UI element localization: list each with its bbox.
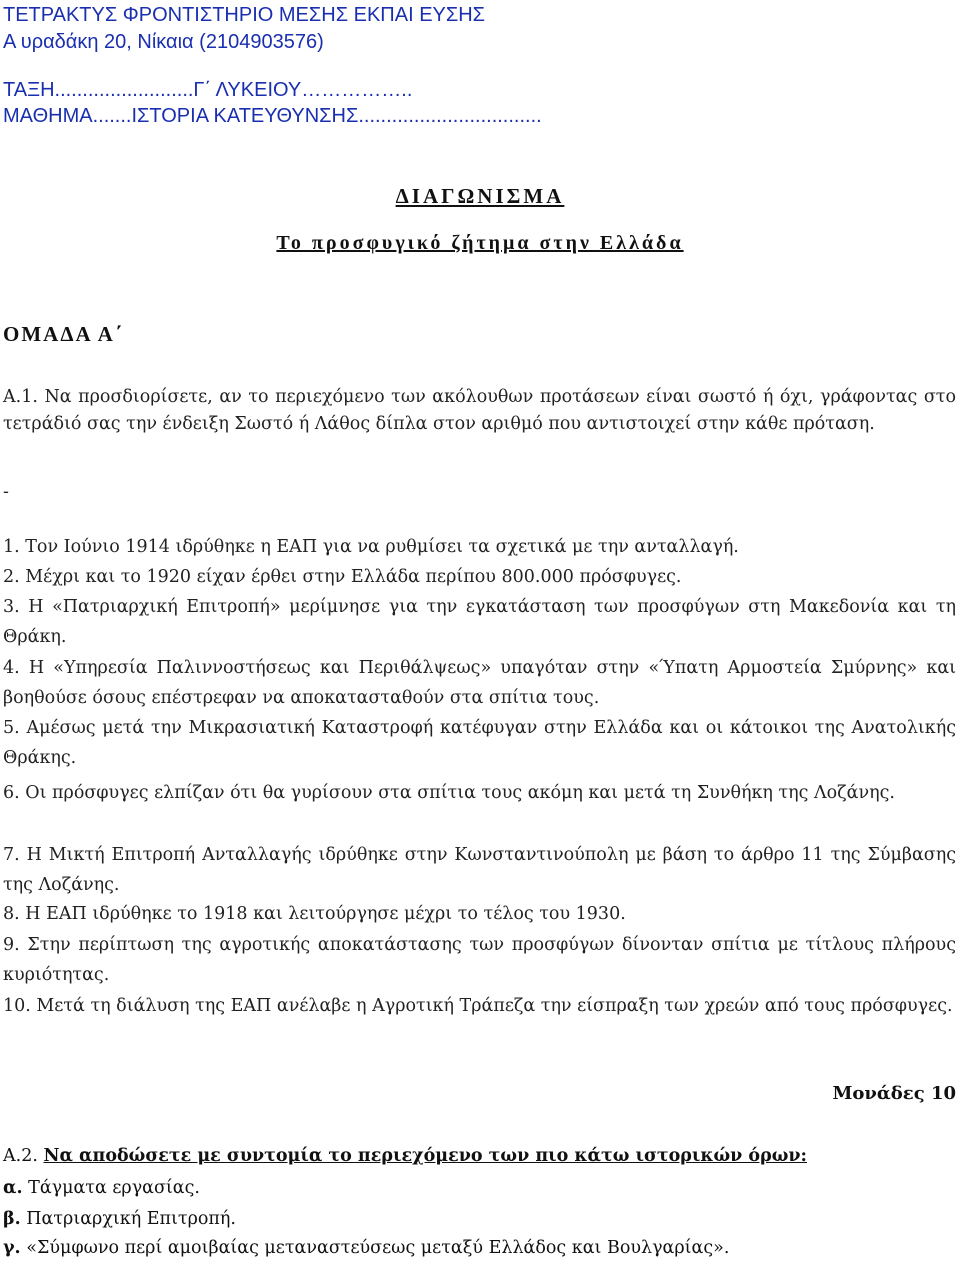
- group-title: ΟΜΑΔΑ Α΄: [3, 322, 124, 346]
- statement-6: 6. Οι πρόσφυγες ελπίζαν ότι θα γυρίσουν στα σπίτια τους ακόμη και μετά τη Συνθήκη της Λοζάνης.: [3, 783, 895, 803]
- statement-7: 7. Η Μικτή Επιτροπή Ανταλλαγής ιδρύθηκε στην Κωνσταντινούπολη με βάση το άρθρο 11 της Σύμβασης της Λοζάνης.: [3, 845, 956, 895]
- term-letter: γ.: [3, 1238, 21, 1258]
- a2-heading: [3, 1141, 807, 1171]
- statement-4: 4. Η «Υπηρεσία Παλιννοστήσεως και Περιθάλψεως» υπαγόταν στην «Ύπατη Αρμοστεία Σμύρνης» και βοηθούσε όσους επέστρεφαν να αποκατασταθούν στα σπίτια τους.: [3, 658, 956, 708]
- school-address: Α υραδάκη 20, Νίκαια (2104903576): [3, 31, 324, 53]
- statement-8: 8. Η ΕΑΠ ιδρύθηκε το 1918 και λειτούργησε μέχρι το τέλος του 1930.: [3, 904, 626, 924]
- class-line: ΤΑΞΗ.........................Γ΄ ΛΥΚΕΙΟΥ……………..: [3, 79, 413, 101]
- term-text: «Σύμφωνο περί αμοιβαίας μεταναστεύσεως μεταξύ Ελλάδος και Βουλγαρίας».: [26, 1238, 730, 1258]
- a1-instructions: Α.1. Να προσδιορίσετε, αν το περιεχόμενο των ακόλουθων προτάσεων είναι σωστό ή όχι, γράφοντας στο τετράδιό σας την ένδειξη Σωστό ή Λάθος δίπλα στον αριθμό που αντιστοιχεί στην κάθε πρόταση.: [3, 387, 956, 434]
- statement-5: 5. Αμέσως μετά την Μικρασιατική Καταστροφή κατέφυγαν στην Ελλάδα και οι κάτοικοι της Ανατολικής Θράκης.: [3, 718, 956, 768]
- school-name: ΤΕΤΡΑΚΤΥΣ ΦΡΟΝΤΙΣΤΗΡΙΟ ΜΕΣΗΣ ΕΚΠΑΙ ΕΥΣΗΣ: [3, 4, 486, 26]
- statement-10: 10. Μετά τη διάλυση της ΕΑΠ ανέλαβε η Αγροτική Τράπεζα την είσπραξη των χρεών από τους πρόσφυγες.: [3, 996, 953, 1016]
- statement-3: 3. Η «Πατριαρχική Επιτροπή» μερίμνησε για την εγκατάσταση των προσφύγων στη Μακεδονία και τη Θράκη.: [3, 597, 956, 647]
- term-letter: α.: [3, 1178, 23, 1198]
- subject-line: ΜΑΘΗΜΑ.......ΙΣΤΟΡΙΑ ΚΑΤΕΥΘΥΝΣΗΣ.................................: [3, 105, 542, 127]
- term-text: Πατριαρχική Επιτροπή.: [26, 1209, 236, 1229]
- term-letter: β.: [3, 1209, 21, 1229]
- exam-title: ΔΙΑΓΩΝΙΣΜΑ: [395, 184, 565, 208]
- term-c: [3, 1233, 729, 1263]
- exam-subtitle: Το προσφυγικό ζήτημα στην Ελλάδα: [276, 232, 684, 254]
- statement-9: 9. Στην περίπτωση της αγροτικής αποκατάστασης των προσφύγων δίνονταν σπίτια με τίτλους πλήρους κυριότητας.: [3, 935, 956, 985]
- term-text: Τάγματα εργασίας.: [28, 1178, 200, 1198]
- dash-mark: -: [3, 482, 9, 502]
- a2-instruction: Να αποδώσετε με συντομία το περιεχόμενο των πιο κάτω ιστορικών όρων:: [43, 1146, 807, 1166]
- a2-number: Α.2.: [3, 1146, 38, 1166]
- term-a: [3, 1173, 200, 1203]
- marks-label: Μονάδες 10: [832, 1083, 956, 1104]
- statement-2: 2. Μέχρι και το 1920 είχαν έρθει στην Ελλάδα περίπου 800.000 πρόσφυγες.: [3, 567, 682, 587]
- term-b: [3, 1204, 236, 1234]
- statement-1: 1. Τον Ιούνιο 1914 ιδρύθηκε η ΕΑΠ για να ρυθμίσει τα σχετικά με την ανταλλαγή.: [3, 537, 739, 557]
